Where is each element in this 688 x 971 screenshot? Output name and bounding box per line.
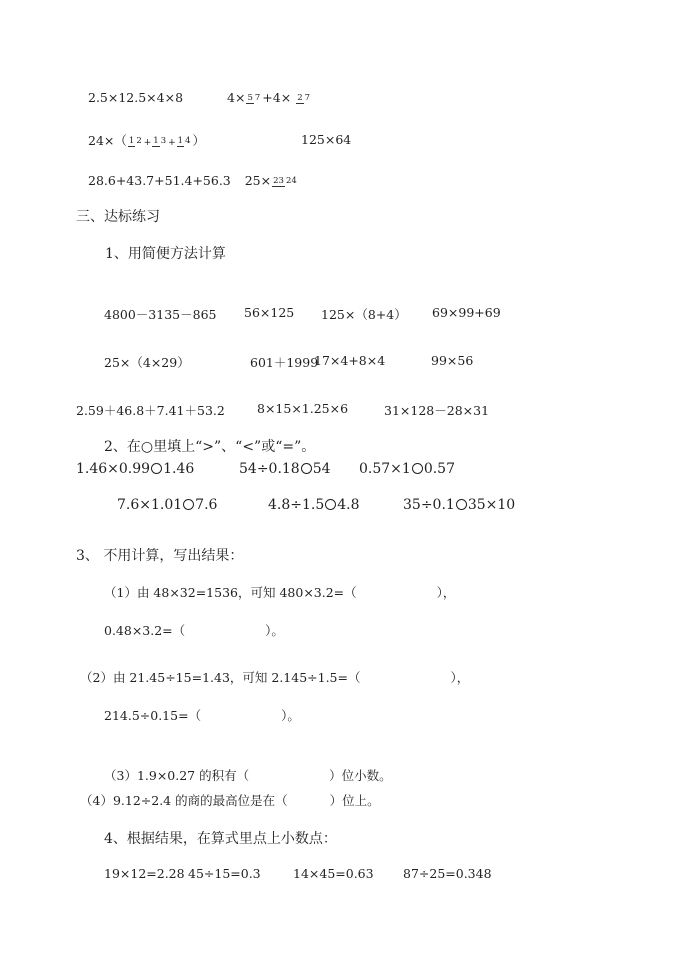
fraction: 1 4 [177,135,191,146]
expr: 601＋1999 [250,355,319,370]
expr-prefix: 4× [227,90,246,105]
q3-part-2a: （2）由 21.45÷15=1.43，可知 2.145÷1.5=（ ）， [80,670,470,685]
fraction: 1 3 [153,135,167,146]
q3-part-1b: 0.48×3.2=（ ）。 [104,623,284,638]
section-heading: 三、达标练习 [76,209,160,225]
fraction: 23 24 [273,175,297,186]
q2-title: 2、在○里填上“>”、“<”或“=”。 [104,439,316,455]
expr: 25×（4×29） [104,355,190,370]
expr: 2.59＋46.8＋7.41＋53.2 [76,403,225,418]
expr-prefix: 24×（ [88,133,127,148]
expr: 17×4+8×4 [314,353,386,368]
compare-circle-blank[interactable] [456,499,467,510]
expr: 31×128－28×31 [384,403,490,418]
q3-part-4: （4）9.12÷2.4 的商的最高位是在（ ）位上。 [80,793,380,808]
expr: 2.5×12.5×4×8 [88,90,184,105]
compare-circle-blank[interactable] [412,463,423,474]
fraction: 5 7 [247,92,261,103]
compare-item: 35÷0.1 35×10 [403,497,516,513]
expr: 28.6+43.7+51.4+56.3 [88,173,231,188]
exercise-row-1 [88,90,312,105]
expr: 4800－3135－865 [104,307,217,322]
compare-circle-blank[interactable] [183,499,194,510]
compare-circle-blank[interactable] [325,499,336,510]
equation: 87÷25=0.348 [403,866,492,881]
equation: 14×45=0.63 [293,866,374,881]
expr: 125×（8+4） [321,307,407,322]
q3-part-2b: 214.5÷0.15=（ ）。 [104,708,300,723]
compare-circle-blank[interactable] [301,463,312,474]
q3-part-3: （3）1.9×0.27 的积有（ ）位小数。 [104,768,392,783]
equation: 45÷15=0.3 [188,866,261,881]
compare-item: 1.46×0.99 1.46 [76,461,195,477]
expr-suffix: ） [192,133,206,148]
exercise-row-3 [88,173,299,188]
expr: 8×15×1.25×6 [257,401,349,416]
plus: + [143,138,152,148]
compare-item: 54÷0.18 54 [239,461,331,477]
equation: 19×12=2.28 [104,866,185,881]
q4-title: 4、根据结果，在算式里点上小数点： [104,831,337,847]
plus: + [168,138,176,148]
expr: 99×56 [431,353,474,368]
compare-circle-blank[interactable] [151,463,162,474]
expr: 69×99+69 [432,305,501,320]
q3-part-1a: （1）由 48×32=1536，可知 480×3.2=（ ）， [104,585,456,600]
q3-title: 3、 不用计算，写出结果： [76,548,244,564]
expr: 125×64 [301,132,352,147]
expr: 56×125 [244,305,295,320]
compare-item: 0.57×1 0.57 [359,461,455,477]
compare-item: 7.6×1.01 7.6 [117,497,218,513]
fraction: 1 2 [128,135,142,146]
q1-title: 1、用简便方法计算 [105,246,226,262]
fraction: 2 7 [297,92,311,103]
expr-mid: +4× [262,90,292,105]
exercise-row-2 [88,131,205,149]
compare-item: 4.8÷1.5 4.8 [268,497,360,513]
expr-prefix: 25× [244,173,272,188]
